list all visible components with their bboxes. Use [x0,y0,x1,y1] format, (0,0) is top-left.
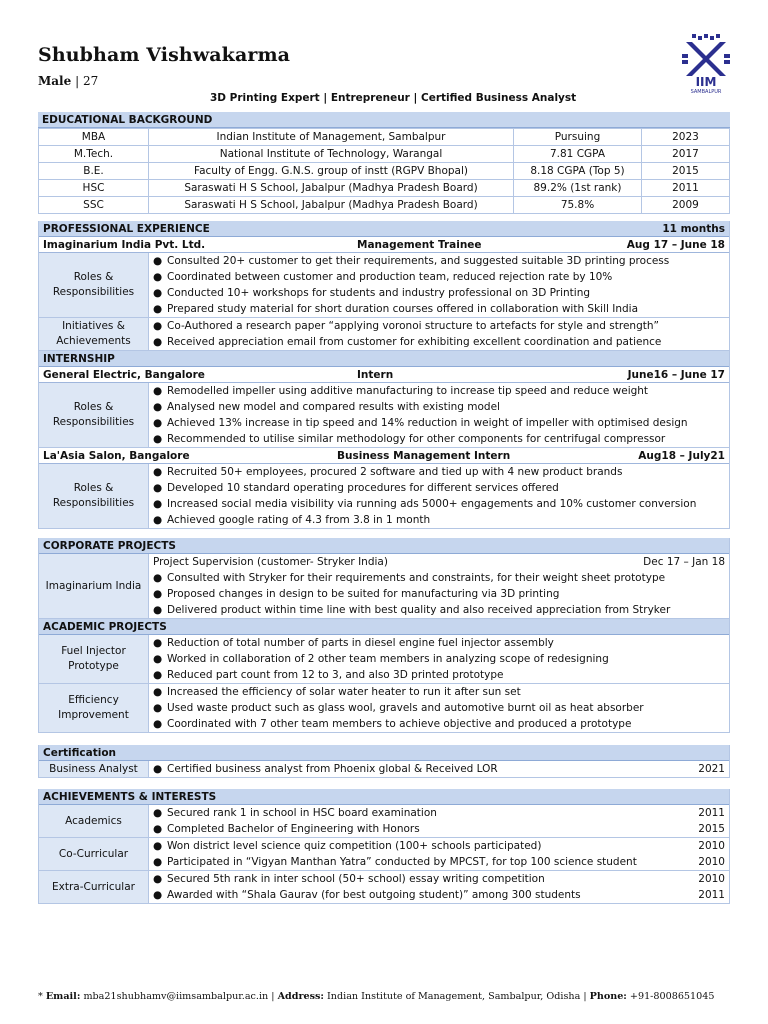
list-item: ● Consulted with Stryker for their requirements and constraints, for their weight sheet prototype [153,572,666,584]
table-row [39,197,730,214]
achievements-section [38,789,730,904]
logo-text: IIM [695,75,717,89]
job-role: Business Management Intern [337,450,511,462]
certification-label: Business Analyst [39,761,149,777]
efficiency-row [39,684,729,733]
degree: SSC [39,197,149,214]
year: 2009 [642,197,730,214]
contact-footer: * Email: mba21shubhamv@iimsambalpur.ac.in | Address: Indian Institute of Management, Sambalpur, Odisha | Phone: +91-8008651045 [38,991,715,1002]
list-item: ● Awarded with “Shala Gaurav (for best outgoing student)” among 300 students 2011 [153,889,725,901]
internship-heading: INTERNSHIP [39,351,729,367]
education-table [38,128,730,214]
list-item: ● Reduction of total number of parts in diesel engine fuel injector assembly [153,637,554,649]
job-dates: Aug18 – July21 [638,450,725,462]
company-name: General Electric, Bangalore [43,369,205,381]
list-item: ● Increased social media visibility via running ads 5000+ engagements and 10% customer conversion [153,498,697,510]
table-row [39,129,730,146]
phone-label: Phone: [589,991,627,1002]
achievements-heading: ACHIEVEMENTS & INTERESTS [39,789,729,805]
logo-subtext: SAMBALPUR [690,89,722,94]
table-row [39,163,730,180]
list-item: ● Prepared study material for short duration courses offered in collaboration with Skill India [153,303,639,315]
ge-company-row [39,367,729,383]
degree: HSC [39,180,149,197]
company-name: La'Asia Salon, Bangalore [43,450,190,462]
project-dates: Dec 17 – Jan 18 [643,556,725,568]
list-item: ● Achieved google rating of 4.3 from 3.8 in 1 month [153,514,431,526]
score: 75.8% [514,197,642,214]
list-item: ● Developed 10 standard operating procedures for different services offered [153,482,559,494]
list-item: ● Reduced part count from 12 to 3, and also 3D printed prototype [153,669,504,681]
year: 2017 [642,146,730,163]
list-item: ● Achieved 13% increase in tip speed and 14% reduction in weight of impeller with optimised design [153,417,688,429]
job-dates: Aug 17 – June 18 [626,239,725,251]
experience-heading [39,221,729,237]
extra-curricular-label: Extra-Curricular [39,871,149,903]
fuel-injector-label: Fuel Injector Prototype [39,635,149,683]
address-label: Address: [277,991,324,1002]
corporate-heading: CORPORATE PROJECTS [39,538,729,554]
year: 2023 [642,129,730,146]
email-label: Email: [45,991,81,1002]
projects-section [38,538,730,733]
year: 2010 [698,873,725,885]
experience-section [38,221,730,529]
extra-curricular-row [39,871,729,904]
list-item: ● Used waste product such as glass wool, gravels and automotive burnt oil as heat absorber [153,702,644,714]
list-item: ● Recommended to utilise similar methodology for other components for centrifugal compressor [153,433,666,445]
year: 2021 [698,763,725,775]
list-item: ● Secured 5th rank in inter school (50+ school) essay writing competition 2010 [153,873,725,885]
institute: Faculty of Engg. G.N.S. group of instt (RGPV Bhopal) [149,163,514,180]
extra-curricular-list [149,871,729,903]
roles-label: Roles & Responsibilities [39,383,149,447]
academics-list [149,805,729,837]
institute: National Institute of Technology, Warangal [149,146,514,163]
education-heading: EDUCATIONAL BACKGROUND [38,112,730,128]
co-curricular-label: Co-Curricular [39,838,149,870]
ge-roles-list [149,383,729,447]
job-role: Intern [357,369,394,381]
education-section [38,112,730,214]
project-title: Project Supervision (customer- Stryker India) [153,556,388,568]
institute: Indian Institute of Management, Sambalpur [149,129,514,146]
year: 2015 [698,823,725,835]
score: 89.2% (1st rank) [514,180,642,197]
roles-list [149,253,729,317]
experience-title: PROFESSIONAL EXPERIENCE [43,223,210,235]
list-item: ● Co-Authored a research paper “applying voronoi structure to artefacts for style and strength” [153,320,659,332]
list-item: ● Worked in collaboration of 2 other team members in analyzing scope of redesigning [153,653,609,665]
age: 27 [82,74,99,88]
list-item: ● Analysed new model and compared results with existing model [153,401,500,413]
fuel-injector-list [149,635,729,683]
iim-logo [678,32,734,94]
year: 2011 [698,807,725,819]
job-role: Management Trainee [357,239,482,251]
tagline: 3D Printing Expert | Entrepreneur | Certified Business Analyst [210,92,577,104]
roles-row [39,253,729,318]
list-item: ● Recruited 50+ employees, procured 2 software and tied up with 4 new product brands [153,466,623,478]
fuel-injector-row [39,635,729,684]
academic-heading: ACADEMIC PROJECTS [39,619,729,635]
gender-age: Male | 27 [38,74,99,88]
co-curricular-row [39,838,729,871]
list-item: ● Consulted 20+ customer to get their requirements, and suggested suitable 3D printing process [153,255,670,267]
phone: +91-8008651045 [629,991,715,1002]
score: 7.81 CGPA [514,146,642,163]
certification-list [149,761,729,777]
institute: Saraswati H S School, Jabalpur (Madhya Pradesh Board) [149,197,514,214]
degree: B.E. [39,163,149,180]
laasia-roles-list [149,464,729,528]
institute: Saraswati H S School, Jabalpur (Madhya Pradesh Board) [149,180,514,197]
list-item: ● Won district level science quiz competition (100+ schools participated) 2010 [153,840,725,852]
initiatives-label: Initiatives & Achievements [39,318,149,350]
list-item: ● Remodelled impeller using additive manufacturing to increase tip speed and reduce weight [153,385,649,397]
email-link[interactable]: mba21shubhamv@iimsambalpur.ac.in [83,991,269,1002]
certification-heading: Certification [39,745,729,761]
list-item: ● Completed Bachelor of Engineering with Honors 2015 [153,823,725,835]
corporate-label: Imaginarium India [39,554,149,618]
roles-label: Roles & Responsibilities [39,253,149,317]
initiatives-row [39,318,729,351]
certification-row [39,761,729,778]
company-name: Imaginarium India Pvt. Ltd. [43,239,206,251]
roles-label: Roles & Responsibilities [39,464,149,528]
list-item: ● Increased the efficiency of solar water heater to run it after sun set [153,686,521,698]
degree: M.Tech. [39,146,149,163]
year: 2011 [642,180,730,197]
year: 2011 [698,889,725,901]
ge-roles-row [39,383,729,448]
experience-company-row [39,237,729,253]
academics-label: Academics [39,805,149,837]
table-row [39,146,730,163]
efficiency-list [149,684,729,732]
year: 2010 [698,856,725,868]
laasia-company-row [39,448,729,464]
list-item: ● Participated in “Vigyan Manthan Yatra” conducted by MPCST, for top 100 science student 2010 [153,856,725,868]
list-item: ● Coordinated between customer and production team, reduced rejection rate by 10% [153,271,613,283]
list-item: ● Proposed changes in design to be suited for manufacturing via 3D printing [153,588,560,600]
laasia-roles-row [39,464,729,529]
project-title-row [153,554,729,570]
gender: Male [38,74,72,88]
address: Indian Institute of Management, Sambalpur, Odisha [327,991,581,1002]
score: 8.18 CGPA (Top 5) [514,163,642,180]
list-item: ● Secured rank 1 in school in HSC board examination 2011 [153,807,725,819]
list-item: ● Conducted 10+ workshops for students and industry professional on 3D Printing [153,287,591,299]
year: 2010 [698,840,725,852]
co-curricular-list [149,838,729,870]
list-item: ● Certified business analyst from Phoenix global & Received LOR 2021 [153,763,725,775]
initiatives-list [149,318,729,350]
efficiency-label: Efficiency Improvement [39,684,149,732]
corporate-list [149,554,729,618]
corporate-row [39,554,729,619]
job-dates: June16 – June 17 [627,369,725,381]
experience-duration: 11 months [662,223,725,235]
list-item: ● Coordinated with 7 other team members to achieve objective and produced a prototype [153,718,632,730]
list-item: ● Delivered product within time line with best quality and also received appreciation from Stryker [153,604,671,616]
candidate-name: Shubham Vishwakarma [38,44,291,66]
score: Pursuing [514,129,642,146]
academics-row [39,805,729,838]
table-row [39,180,730,197]
year: 2015 [642,163,730,180]
degree: MBA [39,129,149,146]
resume-header [38,42,738,112]
certification-section [38,745,730,778]
list-item: ● Received appreciation email from customer for exhibiting excellent coordination and patience [153,336,662,348]
